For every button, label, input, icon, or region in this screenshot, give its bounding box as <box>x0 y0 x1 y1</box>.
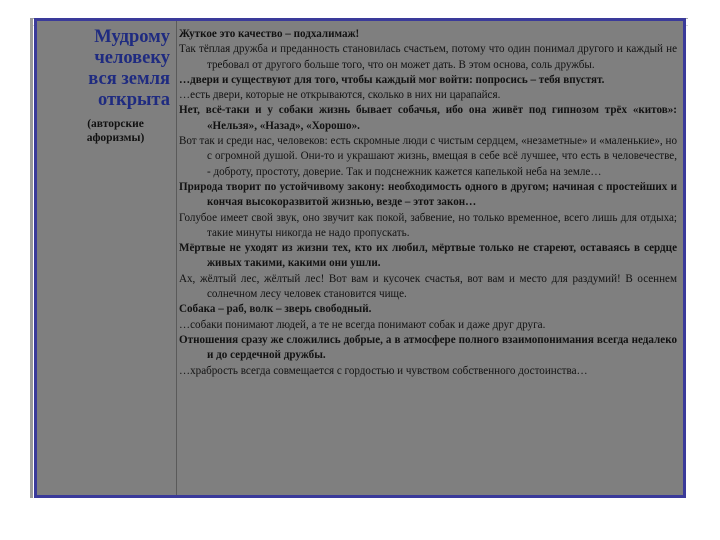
aphorism: …двери и существуют для того, чтобы каждый мог войти: попросись – тебя впустят. <box>179 73 605 86</box>
subtitle-line: афоризмы) <box>86 132 145 144</box>
slide-title <box>59 27 172 111</box>
aphorism: …храбрость всегда совмещается с гордостью и чувством собственного достоинства… <box>179 364 588 377</box>
aphorism: Так тёплая дружба и преданность становилась счастьем, потому что один понимал другого и каждый не требовал от другого больше того, что он может дать. В этом основа, соль дружбы. <box>179 43 677 71</box>
title-line: человеку <box>94 48 170 68</box>
aphorisms-text <box>179 27 677 491</box>
aphorism: Вот так и среди нас, человеков: есть скромные люди с чистым сердцем, «незаметные» и «маленькие», но с огромной душой. Они-то и украшают жизнь, вмещая в себе всё лучшее, что есть в человечестве, - доброту, простоту, доверие. Так и подснежник кажется капелькой неба на земле… <box>179 135 677 178</box>
aphorism: Мёртвые не уходят из жизни тех, кто их любил, мёртвые только не стареют, оставаясь в сердце живых такими, какими они ушли. <box>179 242 677 270</box>
aphorism: Природа творит по устойчивому закону: необходимость одного в другом; начиная с простейших и кончая высокоразвитой жизнью, везде – этот закон… <box>179 180 677 209</box>
aphorism: …есть двери, которые не открываются, сколько в них ни царапайся. <box>179 89 501 102</box>
aphorism: Ах, жёлтый лес, жёлтый лес! Вот вам и кусочек счастья, вот вам и место для раздумий! В осеннем солнечном лесу человек становится чище. <box>179 272 677 301</box>
aphorism: Собака – раб, волк – зверь свободный. <box>179 303 372 316</box>
slide-frame <box>34 18 686 498</box>
subtitle-line: (авторские <box>87 118 144 130</box>
aphorism: Жуткое это качество – подхалимаж! <box>179 28 360 40</box>
aphorism: Голубое имеет свой звук, оно звучит как покой, забвение, но только временное, всего лишь для отдыха; такие минуты никогда не надо пропускать. <box>179 211 677 239</box>
aphorism: Нет, всё-таки и у собаки жизнь бывает собачья, ибо она живёт под гипнозом трёх «китов»: «Нельзя», «Назад», «Хорошо». <box>179 104 677 132</box>
title-line: вся земля <box>88 69 170 89</box>
slide-subtitle <box>63 117 168 145</box>
left-decorative-bar <box>30 18 33 498</box>
aphorism: …собаки понимают людей, а те не всегда понимают собак и даже друг друга. <box>179 318 546 331</box>
title-line: Мудрому <box>94 27 170 47</box>
title-line: открыта <box>97 90 170 110</box>
aphorism: Отношения сразу же сложились добрые, а в атмосфере полного взаимопонимания всегда недалеко и до сердечной дружбы. <box>179 333 677 362</box>
title-column <box>37 21 177 495</box>
